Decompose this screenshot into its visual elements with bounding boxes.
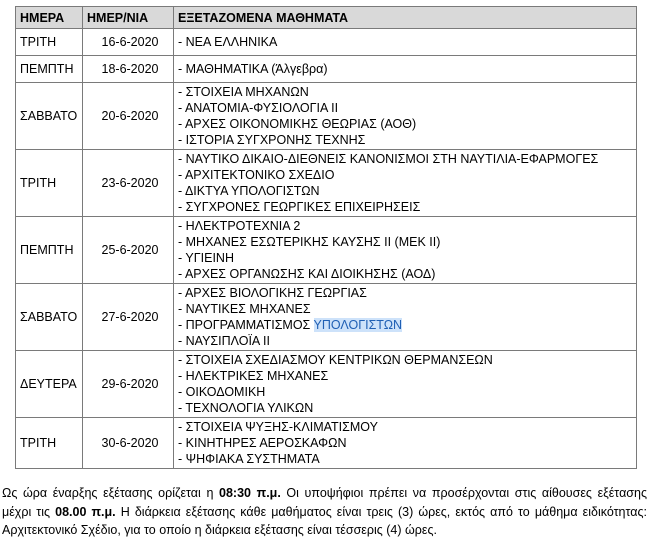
exam-schedule-table (15, 6, 637, 469)
day-cell: ΠΕΜΠΤΗ (16, 56, 83, 83)
table-row (16, 351, 637, 418)
table-row (16, 284, 637, 351)
subjects-cell (174, 418, 637, 469)
subject-item: - ΨΗΦΙΑΚΑ ΣΥΣΤΗΜΑΤΑ (178, 452, 320, 466)
day-cell: ΠΕΜΠΤΗ (16, 217, 83, 284)
day-cell: ΤΡΙΤΗ (16, 418, 83, 469)
date-cell: 30-6-2020 (83, 418, 174, 469)
arrival-time: 08.00 π.μ. (55, 504, 116, 519)
table-row (16, 56, 637, 83)
subject-item: - ΠΡΟΓΡΑΜΜΑΤΙΣΜΟΣ ΥΠΟΛΟΓΙΣΤΩΝ (178, 318, 403, 332)
header-subjects: ΕΞΕΤΑΖΟΜΕΝΑ ΜΑΘΗΜΑΤΑ (174, 7, 637, 29)
subject-item: - ΤΕΧΝΟΛΟΓΙΑ ΥΛΙΚΩΝ (178, 401, 314, 415)
subject-item: - ΣΥΓΧΡΟΝΕΣ ΓΕΩΡΓΙΚΕΣ ΕΠΙΧΕΙΡΗΣΕΙΣ (178, 200, 421, 214)
subject-item: - ΚΙΝΗΤΗΡΕΣ ΑΕΡΟΣΚΑΦΩΝ (178, 436, 347, 450)
subject-item: - ΟΙΚΟΔΟΜΙΚΗ (178, 385, 266, 399)
subject-item: - ΑΡΧΙΤΕΚΤΟΝΙΚΟ ΣΧΕΔΙΟ (178, 168, 335, 182)
notes-text-3: Η διάρκεια εξέτασης κάθε μαθήματος είναι τρεις (3) ώρες, εκτός από το μάθημα ειδικότητας: Αρχιτεκτονικό Σχέδιο, για το οποίο η διάρκεια εξέτασης είναι τέσσερις (4) ώρες. (2, 504, 647, 537)
header-date: ΗΜΕΡ/ΝΙΑ (83, 7, 174, 29)
subject-item: - ΣΤΟΙΧΕΙΑ ΣΧΕΔΙΑΣΜΟΥ ΚΕΝΤΡΙΚΩΝ ΘΕΡΜΑΝΣΕΩΝ (178, 353, 493, 367)
subject-item: - ΔΙΚΤΥΑ ΥΠΟΛΟΓΙΣΤΩΝ (178, 184, 320, 198)
subject-item: - ΑΝΑΤΟΜΙΑ-ΦΥΣΙΟΛΟΓΙΑ ΙΙ (178, 101, 339, 115)
subject-item: - ΗΛΕΚΤΡΟΤΕΧΝΙΑ 2 (178, 219, 301, 233)
day-cell: ΤΡΙΤΗ (16, 150, 83, 217)
subject-item: - ΗΛΕΚΤΡΙΚΕΣ ΜΗΧΑΝΕΣ (178, 369, 329, 383)
day-cell: ΣΑΒΒΑΤΟ (16, 284, 83, 351)
date-cell: 18-6-2020 (83, 56, 174, 83)
subject-item: - ΜΗΧΑΝΕΣ ΕΣΩΤΕΡΙΚΗΣ ΚΑΥΣΗΣ ΙΙ (ΜΕΚ ΙΙ) (178, 235, 441, 249)
subject-item: - ΙΣΤΟΡΙΑ ΣΥΓΧΡΟΝΗΣ ΤΕΧΝΗΣ (178, 133, 366, 147)
subject-item: - ΑΡΧΕΣ ΟΙΚΟΝΟΜΙΚΗΣ ΘΕΩΡΙΑΣ (ΑΟΘ) (178, 117, 417, 131)
date-cell: 20-6-2020 (83, 83, 174, 150)
day-cell: ΔΕΥΤΕΡΑ (16, 351, 83, 418)
subjects-cell (174, 29, 637, 56)
date-cell: 16-6-2020 (83, 29, 174, 56)
table-row (16, 150, 637, 217)
date-cell: 25-6-2020 (83, 217, 174, 284)
start-time: 08:30 π.μ. (219, 486, 281, 500)
subject-item: - ΣΤΟΙΧΕΙΑ ΜΗΧΑΝΩΝ (178, 85, 309, 99)
date-cell: 23-6-2020 (83, 150, 174, 217)
subjects-cell (174, 83, 637, 150)
table-row (16, 418, 637, 469)
notes-paragraph (2, 484, 647, 540)
table-body (16, 29, 637, 469)
subject-item: - ΑΡΧΕΣ ΟΡΓΑΝΩΣΗΣ ΚΑΙ ΔΙΟΙΚΗΣΗΣ (ΑΟΔ) (178, 267, 436, 281)
subject-item: - ΑΡΧΕΣ ΒΙΟΛΟΓΙΚΗΣ ΓΕΩΡΓΙΑΣ (178, 286, 367, 300)
subjects-cell (174, 217, 637, 284)
subjects-cell (174, 284, 637, 351)
day-cell: ΤΡΙΤΗ (16, 29, 83, 56)
notes-text-2: Οι υποψήφιοι πρέπει να προσέρχονται στις αίθουσες εξέτασης μέχρι τις (2, 486, 647, 519)
subject-item: - ΝΑΥΣΙΠΛΟΪΑ ΙΙ (178, 334, 270, 348)
notes-text-1: Ως ώρα έναρξης εξέτασης ορίζεται η (2, 486, 220, 500)
subject-item: - ΥΓΙΕΙΝΗ (178, 251, 234, 265)
table-row (16, 29, 637, 56)
subject-item: - ΜΑΘΗΜΑΤΙΚΑ (Άλγεβρα) (178, 62, 328, 76)
subject-item: - ΝΕΑ ΕΛΛΗΝΙΚΑ (178, 35, 278, 49)
subjects-cell (174, 150, 637, 217)
text-selection-highlight[interactable]: ΥΠΟΛΟΓΙΣΤΩΝ (313, 318, 403, 332)
table-row (16, 83, 637, 150)
subject-item: - ΝΑΥΤΙΚΟ ΔΙΚΑΙΟ-ΔΙΕΘΝΕΙΣ ΚΑΝΟΝΙΣΜΟΙ ΣΤΗ ΝΑΥΤΙΛΙΑ-ΕΦΑΡΜΟΓΕΣ (178, 152, 599, 166)
exam-notes (2, 484, 647, 540)
subject-item: - ΣΤΟΙΧΕΙΑ ΨΥΞΗΣ-ΚΛΙΜΑΤΙΣΜΟΥ (178, 420, 378, 434)
day-cell: ΣΑΒΒΑΤΟ (16, 83, 83, 150)
table-row (16, 217, 637, 284)
header-day: ΗΜΕΡΑ (16, 7, 83, 29)
subject-item: - ΝΑΥΤΙΚΕΣ ΜΗΧΑΝΕΣ (178, 302, 311, 316)
subjects-cell (174, 56, 637, 83)
subjects-cell (174, 351, 637, 418)
table-header-row (16, 7, 637, 29)
date-cell: 29-6-2020 (83, 351, 174, 418)
date-cell: 27-6-2020 (83, 284, 174, 351)
